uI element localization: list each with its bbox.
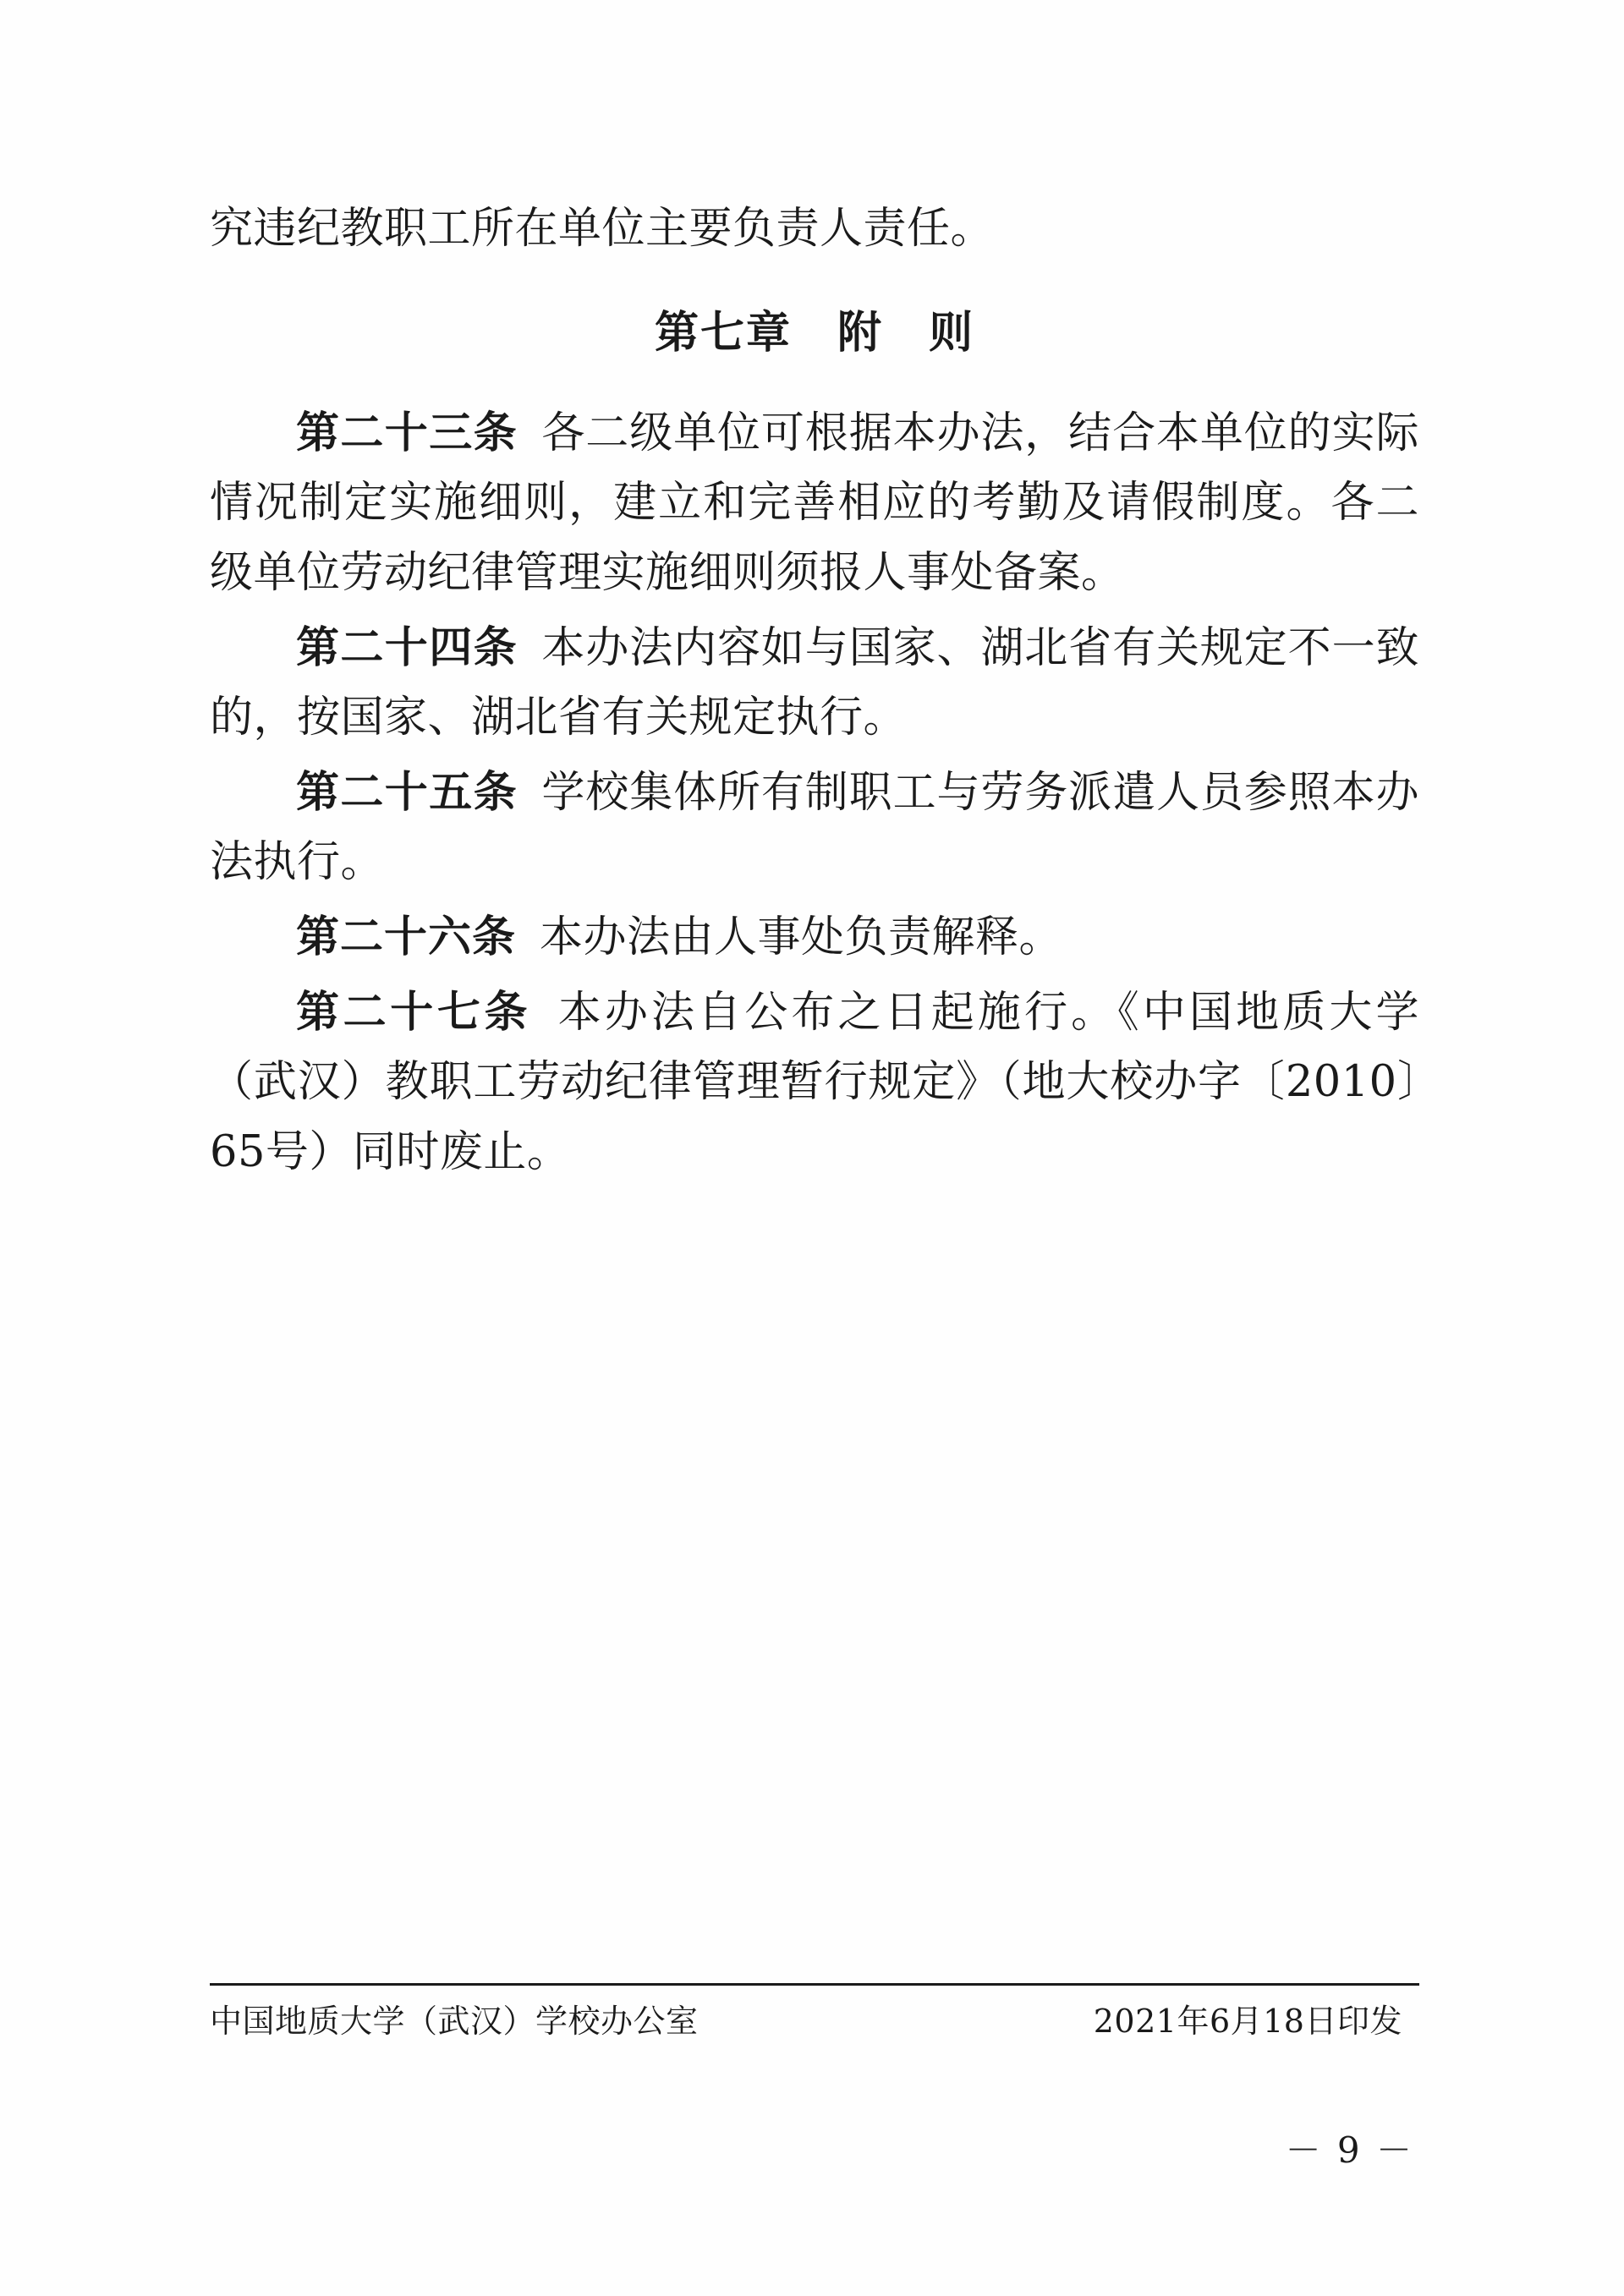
footer-row [210,1997,1419,2046]
article-paragraph-26 [210,903,1419,973]
article-paragraph-25 [210,759,1419,898]
article-label-24: 第二十四条 [296,622,518,673]
chapter-heading: 第七章 附 则 [654,307,974,359]
footer-divider [210,1983,1419,1986]
footer-date: 2021年6月18日印发 [1093,2003,1402,2040]
page-number: － 9 － [1285,2129,1414,2171]
article-text-24: 本办法内容如与国家、湖北省有关规定不一致的，按国家、湖北省有关规定执行。 [210,622,1419,743]
article-label-26: 第二十六条 [296,912,517,963]
article-label-23: 第二十三条 [296,408,518,458]
document-body [210,195,1419,1193]
article-paragraph-23 [210,399,1419,609]
article-text-26: 本办法由人事处负责解释。 [540,912,1063,963]
article-text-23: 各二级单位可根据本办法，结合本单位的实际情况制定实施细则，建立和完善相应的考勤及请假制度。各二级单位劳动纪律管理实施细则须报人事处备案。 [210,408,1419,599]
footer-issuer: 中国地质大学（武汉）学校办公室 [210,2003,699,2040]
continued-paragraph: 究违纪教职工所在单位主要负责人责任。 [210,204,995,254]
article-paragraph-27 [210,978,1419,1188]
page-footer [210,1983,1419,2046]
article-paragraph-24 [210,614,1419,753]
article-label-27: 第二十七条 [296,987,532,1038]
article-text-25: 学校集体所有制职工与劳务派遣人员参照本办法执行。 [210,767,1419,888]
article-text-27: 本办法自公布之日起施行。《中国地质大学（武汉）教职工劳动纪律管理暂行规定》（地大校办字〔2010〕65号）同时废止。 [210,987,1419,1177]
article-label-25: 第二十五条 [296,767,518,818]
